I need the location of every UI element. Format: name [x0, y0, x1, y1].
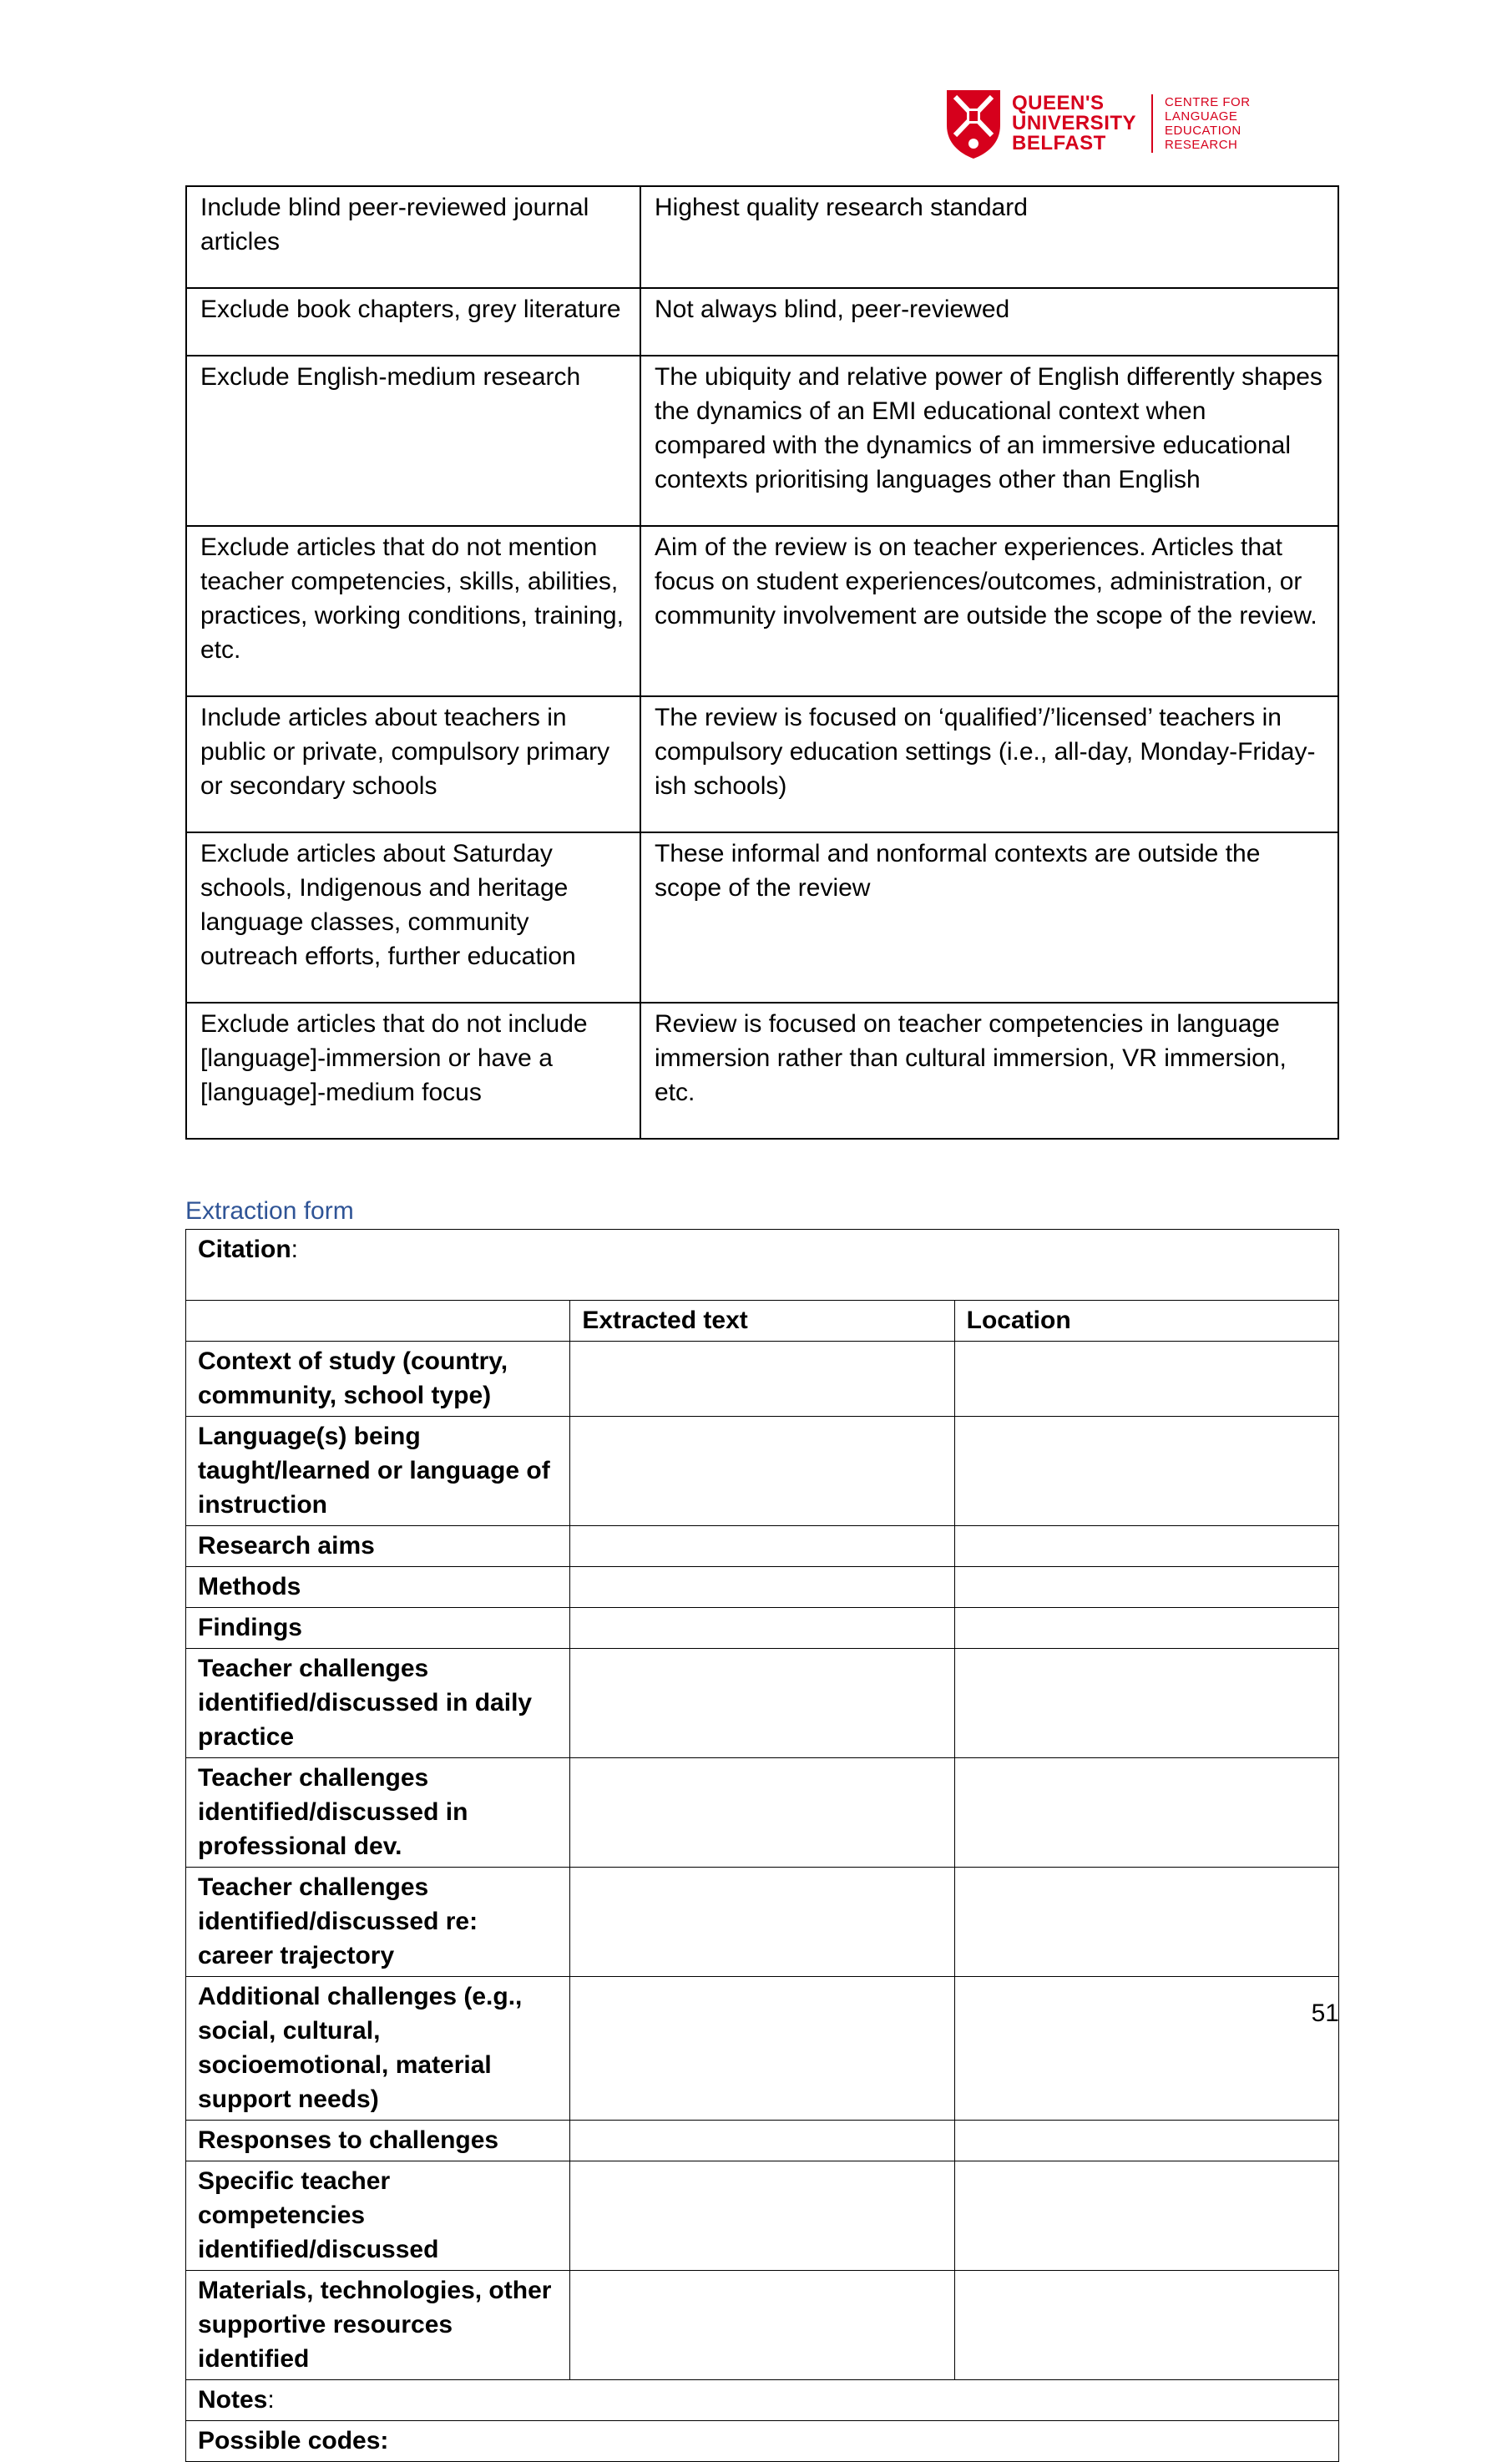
field-row: [186, 1417, 1339, 1526]
location-cell[interactable]: [954, 1417, 1338, 1526]
university-logo: [943, 87, 1251, 160]
field-label: Teacher challenges identified/discussed in daily practice: [186, 1649, 570, 1758]
extracted-text-cell[interactable]: [570, 1977, 954, 2121]
criterion-cell: Exclude articles that do not include [language]-immersion or have a [language]-medium focus: [186, 1003, 640, 1139]
extracted-text-cell[interactable]: [570, 1567, 954, 1608]
possible-codes-cell[interactable]: Possible codes:: [186, 2421, 1339, 2462]
university-name-line: QUEEN'S: [1012, 92, 1105, 114]
table-row: [186, 1003, 1338, 1139]
location-cell[interactable]: [954, 2161, 1338, 2271]
criterion-cell: Exclude articles that do not mention teacher competencies, skills, abilities, practices, working conditions, training, etc.: [186, 526, 640, 696]
empty-header-cell: [186, 1301, 570, 1342]
section-heading: Extraction form: [185, 1197, 354, 1225]
centre-name-line: RESEARCH: [1165, 138, 1238, 152]
rationale-cell: The ubiquity and relative power of English differently shapes the dynamics of an EMI educational context when compared with the dynamics of an immersive educational contexts prioritising languages other than English: [640, 356, 1338, 526]
university-name-line: UNIVERSITY: [1012, 112, 1137, 134]
field-row: [186, 1649, 1339, 1758]
field-label: Teacher challenges identified/discussed re: career trajectory: [186, 1868, 570, 1977]
extracted-text-header: Extracted text: [570, 1301, 954, 1342]
field-row: [186, 1758, 1339, 1868]
field-row: [186, 1977, 1339, 2121]
extracted-text-cell[interactable]: [570, 1868, 954, 1977]
field-label: Research aims: [186, 1526, 570, 1567]
citation-cell: [186, 1230, 1339, 1301]
field-label: Materials, technologies, other supportive resources identified: [186, 2271, 570, 2380]
location-cell[interactable]: [954, 1608, 1338, 1649]
rationale-cell: Highest quality research standard: [640, 186, 1338, 288]
rationale-cell: Not always blind, peer-reviewed: [640, 288, 1338, 356]
criterion-cell: Exclude English-medium research: [186, 356, 640, 526]
location-cell[interactable]: [954, 2121, 1338, 2161]
field-row: [186, 2161, 1339, 2271]
field-row: [186, 2121, 1339, 2161]
location-cell[interactable]: [954, 1526, 1338, 1567]
field-row: [186, 2271, 1339, 2380]
field-label: Specific teacher competencies identified/discussed: [186, 2161, 570, 2271]
centre-name-line: LANGUAGE: [1165, 109, 1238, 124]
location-cell[interactable]: [954, 1758, 1338, 1868]
citation-label: Citation: [198, 1236, 291, 1263]
extracted-text-cell[interactable]: [570, 2121, 954, 2161]
centre-name-line: EDUCATION: [1165, 124, 1241, 138]
field-label: Additional challenges (e.g., social, cultural, socioemotional, material support needs): [186, 1977, 570, 2121]
extraction-form-table: [185, 1229, 1339, 2462]
university-name-line: BELFAST: [1012, 132, 1106, 154]
centre-name: [1165, 95, 1251, 152]
table-row: [186, 526, 1338, 696]
field-row: [186, 1868, 1339, 1977]
location-cell[interactable]: [954, 1977, 1338, 2121]
field-label: Responses to challenges: [186, 2121, 570, 2161]
location-cell[interactable]: [954, 1342, 1338, 1417]
location-cell[interactable]: [954, 1868, 1338, 1977]
header-row: [186, 1301, 1339, 1342]
location-cell[interactable]: [954, 1649, 1338, 1758]
extracted-text-cell[interactable]: [570, 2161, 954, 2271]
field-row: [186, 1608, 1339, 1649]
university-crest-icon: [943, 87, 1004, 160]
criterion-cell: Include articles about teachers in public or private, compulsory primary or secondary schools: [186, 696, 640, 832]
field-row: [186, 1567, 1339, 1608]
notes-colon: :: [267, 2386, 275, 2414]
notes-row: [186, 2380, 1339, 2421]
rationale-cell: Review is focused on teacher competencies in language immersion rather than cultural immersion, VR immersion, etc.: [640, 1003, 1338, 1139]
field-label: Methods: [186, 1567, 570, 1608]
extracted-text-cell[interactable]: [570, 1342, 954, 1417]
table-row: [186, 696, 1338, 832]
table-row: [186, 288, 1338, 356]
field-label: Context of study (country, community, school type): [186, 1342, 570, 1417]
citation-colon: :: [291, 1236, 298, 1263]
criterion-cell: Exclude articles about Saturday schools, Indigenous and heritage language classes, community outreach efforts, further education: [186, 832, 640, 1003]
extracted-text-cell[interactable]: [570, 1608, 954, 1649]
field-row: [186, 1342, 1339, 1417]
criteria-table: [185, 185, 1339, 1140]
field-label: Findings: [186, 1608, 570, 1649]
extracted-text-cell[interactable]: [570, 1417, 954, 1526]
criterion-cell: Exclude book chapters, grey literature: [186, 288, 640, 356]
field-label: Language(s) being taught/learned or language of instruction: [186, 1417, 570, 1526]
location-cell[interactable]: [954, 1567, 1338, 1608]
field-label: Teacher challenges identified/discussed in professional dev.: [186, 1758, 570, 1868]
logo-divider: [1151, 94, 1153, 153]
table-row: [186, 356, 1338, 526]
page-number: 51: [1311, 1999, 1339, 2027]
codes-row: [186, 2421, 1339, 2462]
centre-name-line: CENTRE FOR: [1165, 95, 1251, 109]
notes-label: Notes: [198, 2386, 268, 2414]
rationale-cell: These informal and nonformal contexts are outside the scope of the review: [640, 832, 1338, 1003]
field-row: [186, 1526, 1339, 1567]
university-name: [1012, 94, 1136, 154]
location-cell[interactable]: [954, 2271, 1338, 2380]
criterion-cell: Include blind peer-reviewed journal articles: [186, 186, 640, 288]
rationale-cell: Aim of the review is on teacher experiences. Articles that focus on student experiences/outcomes, administration, or community involvement are outside the scope of the review.: [640, 526, 1338, 696]
rationale-cell: The review is focused on ‘qualified’/’licensed’ teachers in compulsory education settings (i.e., all-day, Monday-Friday-ish schools): [640, 696, 1338, 832]
citation-row: [186, 1230, 1339, 1301]
table-row: [186, 832, 1338, 1003]
extracted-text-cell[interactable]: [570, 1526, 954, 1567]
location-header: Location: [954, 1301, 1338, 1342]
table-row: [186, 186, 1338, 288]
notes-cell[interactable]: [186, 2380, 1339, 2421]
extracted-text-cell[interactable]: [570, 1758, 954, 1868]
extracted-text-cell[interactable]: [570, 1649, 954, 1758]
extracted-text-cell[interactable]: [570, 2271, 954, 2380]
